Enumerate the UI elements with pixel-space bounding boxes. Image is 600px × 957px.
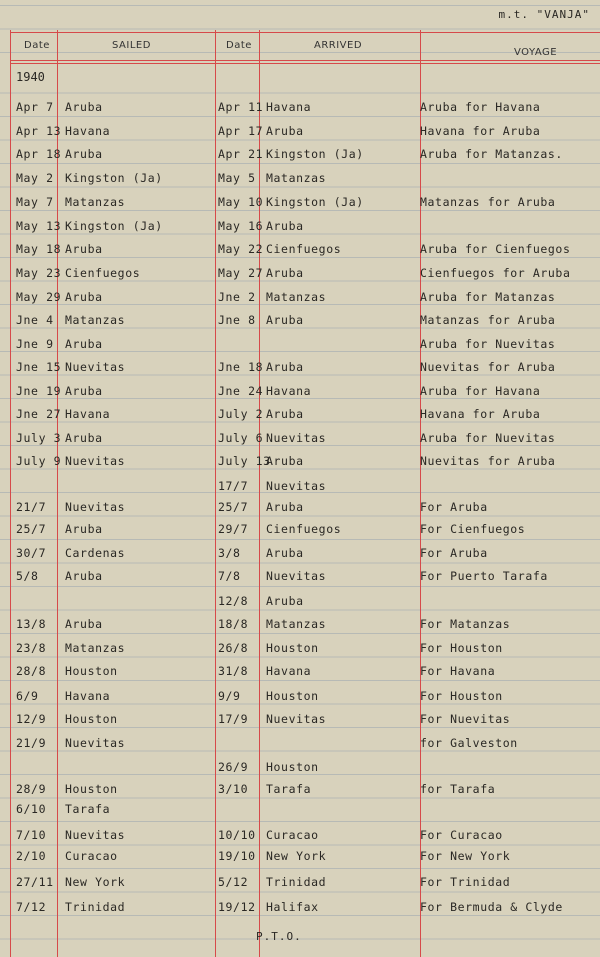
arrived-port: Kingston (Ja): [266, 195, 364, 209]
sailed-port: Aruba: [65, 242, 103, 256]
arrived-port: Aruba: [266, 266, 304, 280]
arrived-date: Jne 24: [218, 384, 264, 398]
header-bottom-rule-2: [10, 63, 600, 64]
voyage-description: Nuevitas for Aruba: [420, 454, 556, 468]
arrived-date: Jne 2: [218, 290, 256, 304]
arrived-date: May 22: [218, 242, 264, 256]
sailed-port: Nuevitas: [65, 500, 126, 514]
arrived-date: 26/9: [218, 760, 249, 774]
sailed-port: Nuevitas: [65, 360, 126, 374]
arrived-port: Houston: [266, 760, 319, 774]
sailed-date: Jne 15: [16, 360, 62, 374]
sailed-date: 5/8: [16, 569, 39, 583]
voyage-description: For Curacao: [420, 828, 503, 842]
voyage-description: Aruba for Havana: [420, 100, 541, 114]
arrived-port: Havana: [266, 664, 312, 678]
arrived-date: Apr 17: [218, 124, 264, 138]
page-turn-note: P.T.O.: [256, 930, 302, 943]
sailed-port: Tarafa: [65, 802, 111, 816]
sailed-date: 27/11: [16, 875, 54, 889]
arrived-header: ARRIVED: [314, 40, 363, 51]
sailed-date: July 3: [16, 431, 62, 445]
arrived-date: May 16: [218, 219, 264, 233]
sailed-date: May 23: [16, 266, 62, 280]
arrived-port: Nuevitas: [266, 712, 327, 726]
sailed-port: Matanzas: [65, 195, 126, 209]
arrived-date: 7/8: [218, 569, 241, 583]
arrived-port: Tarafa: [266, 782, 312, 796]
sailed-port: Aruba: [65, 337, 103, 351]
sailed-port: New York: [65, 875, 126, 889]
voyage-description: Aruba for Matanzas: [420, 290, 556, 304]
sailed-port: Nuevitas: [65, 736, 126, 750]
arrived-date: 25/7: [218, 500, 249, 514]
arrived-date: July 13: [218, 454, 271, 468]
sailed-port: Houston: [65, 664, 118, 678]
arrived-port: Havana: [266, 384, 312, 398]
voyage-description: For Trinidad: [420, 875, 511, 889]
voyage-description: For Houston: [420, 641, 503, 655]
arrived-date: 19/12: [218, 900, 256, 914]
voyage-description: Aruba for Nuevitas: [420, 431, 556, 445]
arrived-port: Aruba: [266, 124, 304, 138]
arrived-date: Jne 8: [218, 313, 256, 327]
voyage-description: For Houston: [420, 689, 503, 703]
column-divider: [420, 30, 421, 957]
arrived-date: 17/7: [218, 479, 249, 493]
arrived-port: Houston: [266, 689, 319, 703]
sailed-port: Cienfuegos: [65, 266, 141, 280]
sailed-port: Aruba: [65, 431, 103, 445]
sailed-port: Aruba: [65, 522, 103, 536]
sailed-date: 28/9: [16, 782, 47, 796]
sailed-date: 12/9: [16, 712, 47, 726]
arrived-port: Matanzas: [266, 290, 327, 304]
sailed-port: Nuevitas: [65, 828, 126, 842]
sailed-date-header: Date: [24, 40, 50, 51]
sailed-date: 28/8: [16, 664, 47, 678]
sailed-port: Curacao: [65, 849, 118, 863]
voyage-description: Aruba for Havana: [420, 384, 541, 398]
arrived-date: Jne 18: [218, 360, 264, 374]
arrived-port: Nuevitas: [266, 569, 327, 583]
sailed-date: 30/7: [16, 546, 47, 560]
voyage-description: For Nuevitas: [420, 712, 511, 726]
sailed-date: Jne 27: [16, 407, 62, 421]
sailed-port: Aruba: [65, 617, 103, 631]
arrived-port: Havana: [266, 100, 312, 114]
arrived-date: July 2: [218, 407, 264, 421]
sailed-date: Apr 13: [16, 124, 62, 138]
sailed-date: May 2: [16, 171, 54, 185]
sailed-date: May 29: [16, 290, 62, 304]
arrived-port: New York: [266, 849, 327, 863]
voyage-description: Aruba for Nuevitas: [420, 337, 556, 351]
arrived-date: 17/9: [218, 712, 249, 726]
sailed-port: Matanzas: [65, 313, 126, 327]
arrived-port: Curacao: [266, 828, 319, 842]
arrived-date: 26/8: [218, 641, 249, 655]
arrived-port: Aruba: [266, 546, 304, 560]
arrived-port: Halifax: [266, 900, 319, 914]
sailed-date: 21/7: [16, 500, 47, 514]
arrived-port: Nuevitas: [266, 479, 327, 493]
arrived-port: Aruba: [266, 313, 304, 327]
voyage-description: For Bermuda & Clyde: [420, 900, 563, 914]
sailed-date: 7/12: [16, 900, 47, 914]
arrived-date: 3/8: [218, 546, 241, 560]
arrived-port: Aruba: [266, 407, 304, 421]
voyage-description: Havana for Aruba: [420, 124, 541, 138]
voyage-description: for Tarafa: [420, 782, 496, 796]
arrived-date: 3/10: [218, 782, 249, 796]
sailed-port: Havana: [65, 124, 111, 138]
voyage-description: For Aruba: [420, 500, 488, 514]
sailed-date: July 9: [16, 454, 62, 468]
column-divider: [259, 30, 260, 957]
sailed-header: SAILED: [112, 40, 151, 51]
sailed-date: Jne 19: [16, 384, 62, 398]
sailed-port: Cardenas: [65, 546, 126, 560]
sailed-date: 13/8: [16, 617, 47, 631]
sailed-date: Apr 7: [16, 100, 54, 114]
voyage-description: For Puerto Tarafa: [420, 569, 548, 583]
voyage-description: Havana for Aruba: [420, 407, 541, 421]
arrived-date: Apr 11: [218, 100, 264, 114]
arrived-date: 5/12: [218, 875, 249, 889]
arrived-date: 10/10: [218, 828, 256, 842]
margin-line: [10, 30, 11, 957]
voyage-description: For New York: [420, 849, 511, 863]
arrived-port: Aruba: [266, 219, 304, 233]
arrived-port: Cienfuegos: [266, 522, 342, 536]
voyage-description: For Cienfuegos: [420, 522, 526, 536]
arrived-port: Nuevitas: [266, 431, 327, 445]
header-bottom-rule: [10, 60, 600, 61]
sailed-port: Houston: [65, 712, 118, 726]
voyage-description: Nuevitas for Aruba: [420, 360, 556, 374]
sailed-date: Jne 4: [16, 313, 54, 327]
arrived-port: Matanzas: [266, 617, 327, 631]
voyage-description: For Matanzas: [420, 617, 511, 631]
sailed-port: Aruba: [65, 290, 103, 304]
voyage-description: Cienfuegos for Aruba: [420, 266, 571, 280]
sailed-port: Houston: [65, 782, 118, 796]
sailed-date: Apr 18: [16, 147, 62, 161]
sailed-port: Matanzas: [65, 641, 126, 655]
arrived-port: Aruba: [266, 594, 304, 608]
sailed-date: 7/10: [16, 828, 47, 842]
sailed-port: Kingston (Ja): [65, 219, 163, 233]
arrived-port: Kingston (Ja): [266, 147, 364, 161]
sailed-date: May 18: [16, 242, 62, 256]
arrived-port: Aruba: [266, 454, 304, 468]
sailed-date: May 7: [16, 195, 54, 209]
sailed-date: 21/9: [16, 736, 47, 750]
arrived-date: May 10: [218, 195, 264, 209]
arrived-date: May 5: [218, 171, 256, 185]
voyage-description: for Galveston: [420, 736, 518, 750]
sailed-port: Trinidad: [65, 900, 126, 914]
arrived-date: Apr 21: [218, 147, 264, 161]
column-divider: [57, 30, 58, 957]
arrived-port: Trinidad: [266, 875, 327, 889]
sailed-port: Aruba: [65, 147, 103, 161]
sailed-port: Aruba: [65, 100, 103, 114]
sailed-port: Havana: [65, 407, 111, 421]
voyage-description: Matanzas for Aruba: [420, 313, 556, 327]
arrived-port: Aruba: [266, 500, 304, 514]
voyage-description: Matanzas for Aruba: [420, 195, 556, 209]
sailed-port: Aruba: [65, 569, 103, 583]
arrived-date: May 27: [218, 266, 264, 280]
arrived-port: Houston: [266, 641, 319, 655]
voyage-description: For Aruba: [420, 546, 488, 560]
arrived-date: 12/8: [218, 594, 249, 608]
header-top-rule: [10, 32, 600, 33]
sailed-port: Kingston (Ja): [65, 171, 163, 185]
arrived-date: 29/7: [218, 522, 249, 536]
sailed-date: 23/8: [16, 641, 47, 655]
sailed-date: May 13: [16, 219, 62, 233]
sailed-date: 6/9: [16, 689, 39, 703]
sailed-port: Nuevitas: [65, 454, 126, 468]
sailed-port: Havana: [65, 689, 111, 703]
arrived-date: 18/8: [218, 617, 249, 631]
voyage-description: For Havana: [420, 664, 496, 678]
arrived-date: 19/10: [218, 849, 256, 863]
sailed-date: 2/10: [16, 849, 47, 863]
column-divider: [215, 30, 216, 957]
year-label: 1940: [16, 70, 45, 84]
arrived-date: 9/9: [218, 689, 241, 703]
voyage-description: Aruba for Matanzas.: [420, 147, 563, 161]
arrived-port: Matanzas: [266, 171, 327, 185]
arrived-port: Aruba: [266, 360, 304, 374]
arrived-date-header: Date: [226, 40, 252, 51]
ship-name: m.t. "VANJA": [498, 8, 590, 21]
sailed-port: Aruba: [65, 384, 103, 398]
sailed-date: 25/7: [16, 522, 47, 536]
voyage-description: Aruba for Cienfuegos: [420, 242, 571, 256]
sailed-date: 6/10: [16, 802, 47, 816]
voyage-header: VOYAGE: [514, 47, 558, 58]
arrived-date: 31/8: [218, 664, 249, 678]
arrived-date: July 6: [218, 431, 264, 445]
arrived-port: Cienfuegos: [266, 242, 342, 256]
sailed-date: Jne 9: [16, 337, 54, 351]
